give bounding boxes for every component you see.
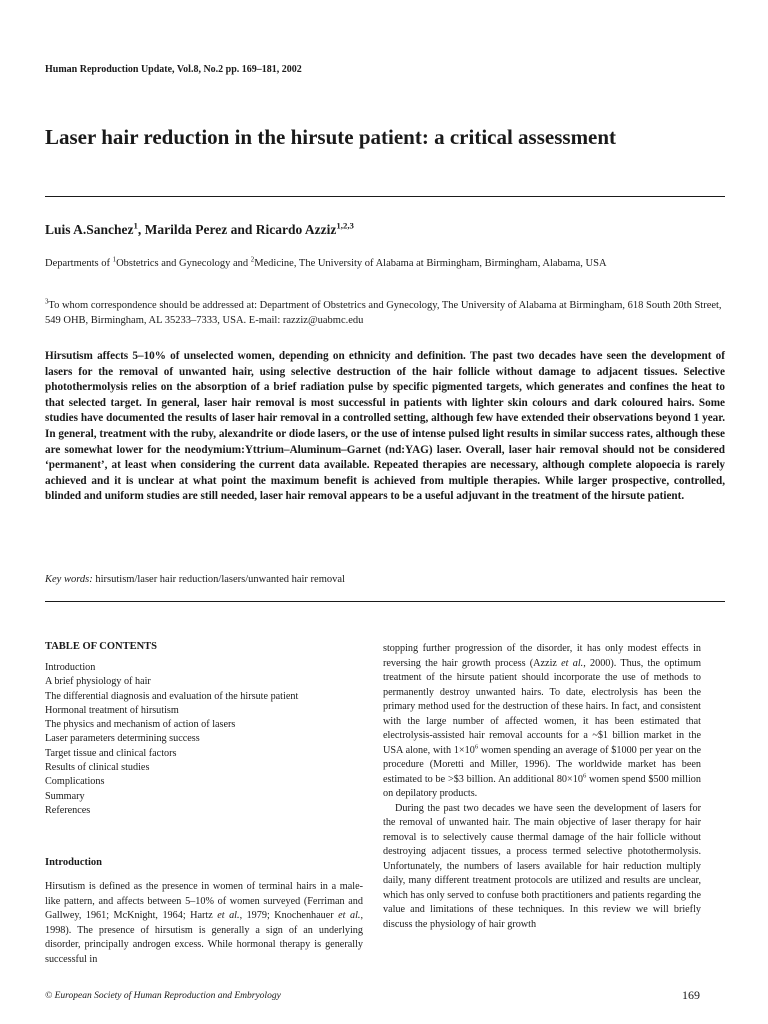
correspondence-text: To whom correspondence should be addressed at: Department of Obstetrics and Gynecology, The University of Alabama at Birmingham, 618 South 20th Street, 549 OHB, Birmingham, AL 35233–7333, USA. E-mail: razziz@uabmc.edu: [45, 300, 722, 326]
author-name: Luis A.Sanchez: [45, 222, 134, 237]
toc-item: Introduction: [45, 662, 96, 673]
toc-item: Results of clinical studies: [45, 762, 150, 774]
exponent: 6: [474, 743, 479, 751]
body-text: stopping further progression of the disorder, it has only modest effects in reversing the hair growth process (Azziz: [383, 643, 701, 669]
body-text-italic: et al.: [561, 657, 584, 669]
body-text: women spend $500 million on depilatory products.: [383, 773, 701, 799]
body-text: Hirsutism is defined as the presence in women of terminal hairs in a male-like pattern, and affects between 5–10% of women surveyed (Ferriman and Gallwey, 1961; McKnight, 1964; Hartz: [45, 881, 363, 921]
affiliation-mark: 2: [250, 256, 255, 264]
exponent: 6: [582, 772, 587, 780]
right-column-body: [383, 642, 701, 932]
toc-item: A brief physiology of hair: [45, 676, 151, 688]
body-paragraph: During the past two decades we have seen the development of lasers for the removal of unwanted hair. The main objective of laser therapy for hair removal is to selectively cause thermal damage of the hair follicle without destroying adjacent tissues, a process termed selective photothermolysis. Unfortunately, the numbers of lasers available for hair reduction multiply daily, many different treatment protocols are utilized and results are unclear, which has only served to confuse both practitioners and patients regarding the value and limitations of these techniques. In this review we will briefly discuss the physiology of hair growth: [383, 802, 701, 930]
body-text: women spending an average of $1000 per year on the procedure (Moretti and Miller, 1996). The worldwide market has been estimated to be >$3 billion. An additional 80×10: [383, 744, 701, 785]
article-title: Laser hair reduction in the hirsute patient: a critical assessment: [45, 125, 617, 149]
affiliation-text: Obstetrics and Gynecology and: [116, 258, 251, 269]
affiliation-mark: 1: [112, 256, 117, 264]
abstract-divider: [45, 601, 725, 602]
toc-item: The differential diagnosis and evaluation of the hirsute patient: [45, 690, 299, 702]
footer-copyright: © European Society of Human Reproduction and Embryology: [45, 991, 281, 1001]
affiliation-departments: [45, 256, 725, 271]
page-number: 169: [682, 988, 700, 1002]
body-text: , 1979; Knochenhauer: [239, 910, 339, 921]
correspondence-address: [45, 298, 725, 328]
toc-item: References: [45, 804, 91, 816]
body-text-italic: et al.: [217, 910, 240, 921]
author-name: Marilda Perez: [144, 222, 228, 237]
introduction-paragraph: [45, 880, 363, 967]
toc-item: The physics and mechanism of action of lasers: [45, 719, 236, 731]
section-heading-introduction: Introduction: [45, 857, 102, 868]
affiliation-text: Departments of: [45, 258, 113, 269]
author-affiliation-mark: 1: [133, 220, 138, 231]
toc-item: Summary: [45, 790, 85, 802]
keywords-label: Key words:: [45, 574, 93, 585]
toc-item: Complications: [45, 776, 105, 788]
affiliation-text: Medicine, The University of Alabama at Birmingham, Birmingham, Alabama, USA: [254, 258, 607, 269]
toc-item: Target tissue and clinical factors: [45, 747, 177, 759]
body-text: , 1998). The presence of hirsutism is generally a sign of an underlying disorder, principally androgen excess. While hormonal therapy is generally successful in: [45, 910, 364, 965]
body-text-italic: et al.: [338, 910, 361, 921]
abstract: Hirsutism affects 5–10% of unselected women, depending on ethnicity and definition. The past two decades have seen the development of lasers for the removal of unwanted hair, using selective destruction of the hair follicle without damage to adjacent tissues. Selective photothermolysis relies on the absorption of a brief radiation pulse by specific pigmented targets, which generates and confines the heat to that selected target. In general, laser hair removal is most successful in patients with lighter skin colours and dark coloured hairs. Some studies have documented the results of laser hair removal in a controlled setting, although few have extended their observations beyond 1 year. In general, treatment with the ruby, alexandrite or diode lasers, or the use of intense pulsed light results in similar success rates, although these are somewhat lower for the neodymium:Yttrium–Aluminum–Garnet (nd:YAG) laser. Overall, laser hair removal should not be considered ‘permanent’, at least when considering the current data available. Repeated therapies are necessary, although complete alopoecia is rarely achieved and it is unclear at what point the maximum benefit is achieved from multiple therapies. While larger prospective, controlled, blinded and uniform studies are still needed, laser hair removal appears to be a useful adjuvant in the treatment of the hirsute patient.: [45, 350, 725, 503]
author-separator: ,: [137, 222, 145, 237]
toc-heading: TABLE OF CONTENTS: [45, 641, 158, 652]
body-text: , 2000). Thus, the optimum treatment of the hirsute patient should incorporate the use of methods to permanently destroy unwanted hairs. To date, electrolysis has been the primary method used for the destruction of these hairs. In fact, and consistent with the large number of affected women, it has been estimated that electrolysis-assisted hair removal accounts for a ~$1 billion market in the USA alone, with 1×10: [383, 657, 701, 756]
author-name: Ricardo Azziz: [255, 222, 337, 237]
journal-citation: Human Reproduction Update, Vol.8, No.2 pp. 169–181, 2002: [45, 64, 302, 75]
table-of-contents: [45, 641, 363, 818]
toc-list: [45, 661, 363, 818]
author-separator: and: [227, 222, 256, 237]
toc-item: Laser parameters determining success: [45, 733, 200, 745]
toc-item: Hormonal treatment of hirsutism: [45, 704, 179, 716]
affiliation-mark: 3: [45, 298, 49, 306]
keywords-list: hirsutism/laser hair reduction/lasers/unwanted hair removal: [95, 574, 345, 585]
keywords: [45, 574, 345, 585]
author-affiliation-mark: 1,2,3: [336, 220, 354, 231]
author-list: [45, 222, 354, 238]
title-divider: [45, 196, 725, 197]
body-paragraph: [383, 642, 701, 802]
